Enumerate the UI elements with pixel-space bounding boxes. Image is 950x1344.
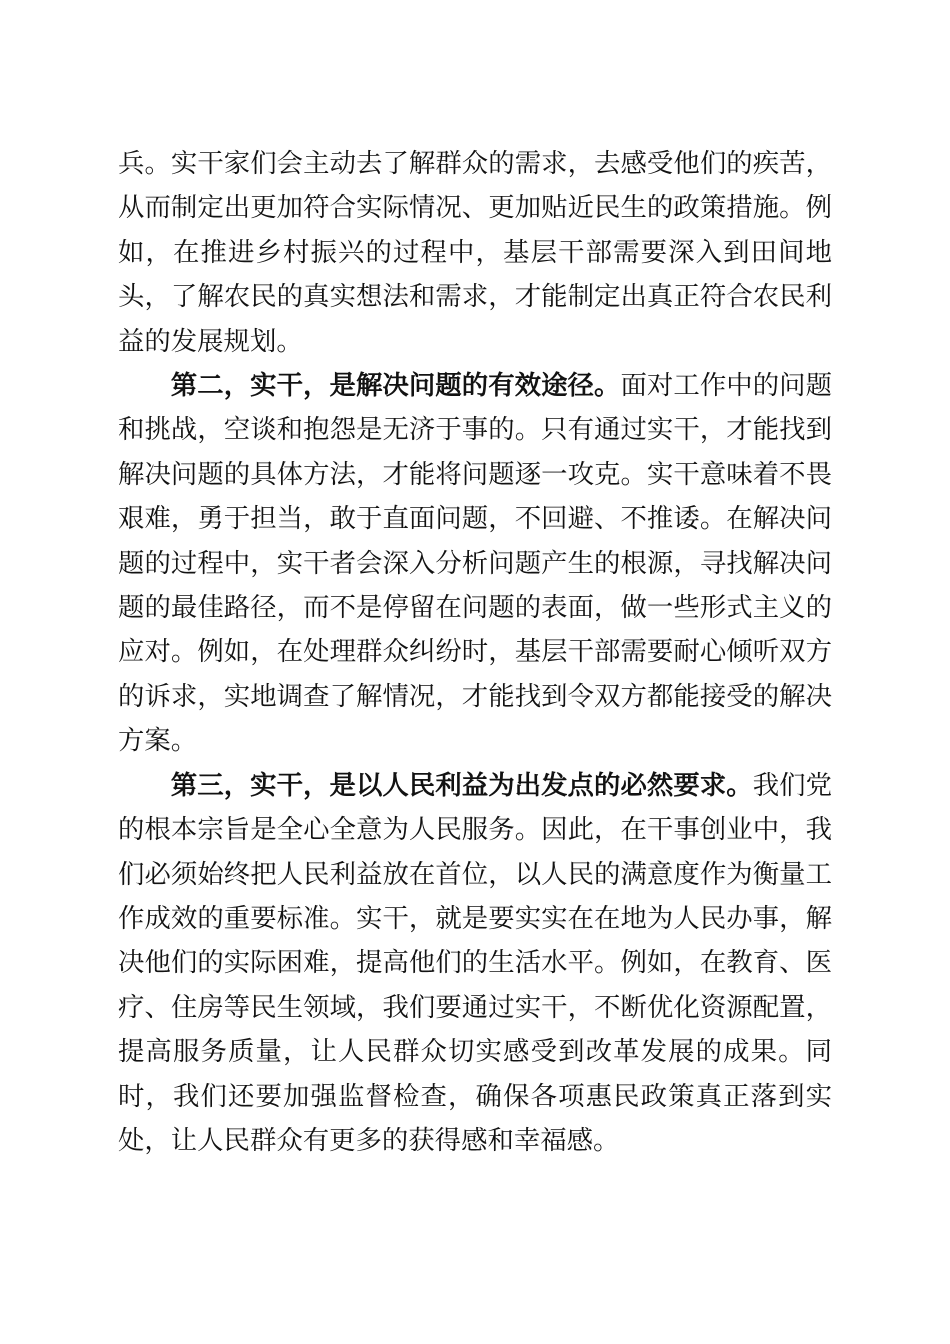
paragraph-third-point <box>118 763 832 1163</box>
document-body <box>118 141 832 1162</box>
paragraph-lead: 第三，实干，是以人民利益为出发点的必然要求。 <box>170 769 753 800</box>
paragraph-text: 我们党的根本宗旨是全心全意为人民服务。因此，在干事创业中，我们必须始终把人民利益放在首位，以人民的满意度作为衡量工作成效的重要标准。实干，就是要实实在在地为人民办事，解决他们的实际困难，提高他们的生活水平。例如，在教育、医疗、住房等民生领域，我们要通过实干，不断优化资源配置，提高服务质量，让人民群众切实感受到改革发展的成果。同时，我们还要加强监督检查，确保各项惠民政策真正落到实处，让人民群众有更多的获得感和幸福感。 <box>118 769 833 1155</box>
paragraph-text: 兵。实干家们会主动去了解群众的需求，去感受他们的疾苦，从而制定出更加符合实际情况、更加贴近民生的政策措施。例如，在推进乡村振兴的过程中，基层干部需要深入到田间地头，了解农民的真实想法和需求，才能制定出真正符合农民利益的发展规划。 <box>118 148 832 356</box>
paragraph-text: 面对工作中的问题和挑战，空谈和抱怨是无济于事的。只有通过实干，才能找到解决问题的具体方法，才能将问题逐一攻克。实干意味着不畏艰难，勇于担当，敢于直面问题，不回避、不推诿。在解决问题的过程中，实干者会深入分析问题产生的根源，寻找解决问题的最佳路径，而不是停留在问题的表面，做一些形式主义的应对。例如，在处理群众纠纷时，基层干部需要耐心倾听双方的诉求，实地调查了解情况，才能找到令双方都能接受的解决方案。 <box>118 370 833 756</box>
paragraph-second-point <box>118 363 832 763</box>
paragraph-lead: 第二，实干，是解决问题的有效途径。 <box>170 370 621 401</box>
paragraph-continuation <box>118 141 832 363</box>
